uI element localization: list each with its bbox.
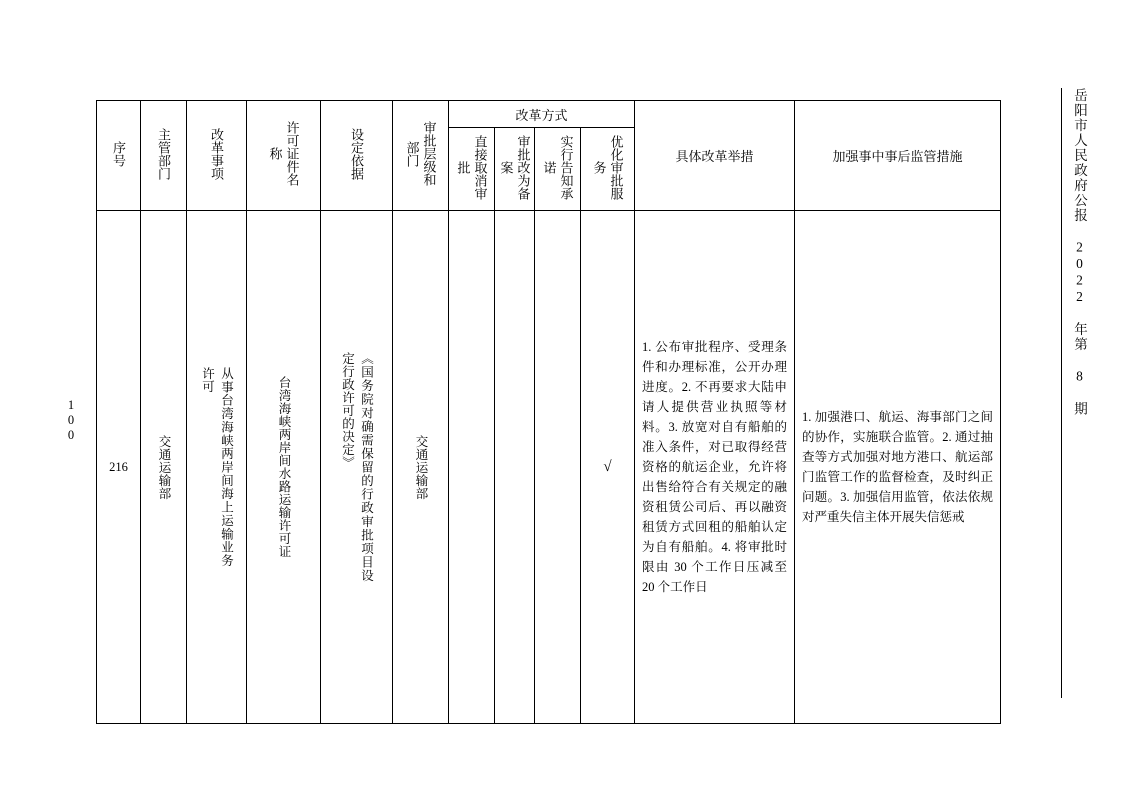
cell-mode-cancel (449, 211, 495, 724)
header-basis-label: 设定依据 (349, 127, 364, 180)
header-mode-commit-label: 实行告知承诺 (541, 134, 574, 200)
header-dept (141, 101, 187, 211)
header-seq-label: 序号 (111, 140, 126, 167)
cell-dept-text: 交通运输部 (157, 434, 171, 500)
cell-license-name-text: 台湾海峡两岸间水路运输许可证 (277, 376, 291, 558)
header-mode-record (495, 128, 535, 211)
header-mode-cancel-label: 直接取消审批 (455, 134, 488, 200)
cell-reform-item (187, 211, 247, 724)
cell-measures (635, 211, 795, 724)
cell-mode-optimize: √ (581, 211, 635, 724)
cell-level-dept (393, 211, 449, 724)
cell-mode-commit (535, 211, 581, 724)
reform-table (96, 100, 1001, 724)
cell-dept-inner (141, 211, 186, 723)
header-dept-label: 主管部门 (156, 127, 171, 180)
cell-reform-item-text: 从事台湾海峡两岸间海上运输业务许可 (200, 367, 234, 567)
cell-level-dept-text: 交通运输部 (414, 434, 428, 500)
running-head: 岳阳市人民政府公报 2022 年第 8 期 (1072, 88, 1087, 417)
header-measures: 具体改革举措 (635, 101, 795, 211)
header-seq (97, 101, 141, 211)
running-head-rule (1061, 88, 1062, 698)
cell-level-dept-inner (393, 211, 448, 723)
reform-table-container (96, 100, 1000, 724)
header-basis (321, 101, 393, 211)
page-number: 100 (64, 398, 78, 443)
header-license-name (247, 101, 321, 211)
table-row (97, 211, 1001, 724)
header-reform-item-label: 改革事项 (209, 127, 224, 180)
cell-license-name-inner (247, 211, 320, 723)
header-level-dept (393, 101, 449, 211)
table-header-row-1 (97, 101, 1001, 128)
cell-supervision (795, 211, 1001, 724)
cell-supervision-text: 1. 加强港口、航运、海事部门之间的协作，实施联合监管。2. 通过抽查等方式加强对地方港口、航运部门监管工作的监督检查，及时纠正问题。3. 加强信用监管，依法依规对严重失信主体开展失信惩戒 (802, 410, 994, 524)
header-mode-commit (535, 128, 581, 211)
cell-reform-item-inner (187, 211, 246, 723)
cell-basis-text: 《国务院对确需保留的行政审批项目设定行政许可的决定》 (340, 352, 374, 582)
header-level-dept-label: 审批层级和部门 (404, 121, 437, 186)
header-license-name-label: 许可证件名称 (267, 121, 300, 186)
cell-measures-text: 1. 公布审批程序、受理条件和办理标准，公开办理进度。2. 不再要求大陆申请人提供营业执照等材料。3. 放宽对自有船舶的准入条件，对已取得经营资格的航运企业，允许将出售给符合有关规定的融资租赁公司后、再以融资租赁方式回租的船舶认定为自有船舶。4. 将审批时限由 30 个工作日压减至 20 个工作日 (642, 340, 788, 594)
cell-license-name (247, 211, 321, 724)
cell-basis (321, 211, 393, 724)
cell-basis-inner (321, 211, 392, 723)
header-mode-optimize (581, 128, 635, 211)
header-reform-mode-group: 改革方式 (449, 101, 635, 128)
header-mode-cancel (449, 128, 495, 211)
header-supervision: 加强事中事后监管措施 (795, 101, 1001, 211)
cell-dept (141, 211, 187, 724)
cell-seq: 216 (97, 211, 141, 724)
header-reform-item (187, 101, 247, 211)
header-mode-record-label: 审批改为备案 (498, 134, 531, 200)
cell-mode-record (495, 211, 535, 724)
header-mode-optimize-label: 优化审批服务 (591, 134, 624, 200)
